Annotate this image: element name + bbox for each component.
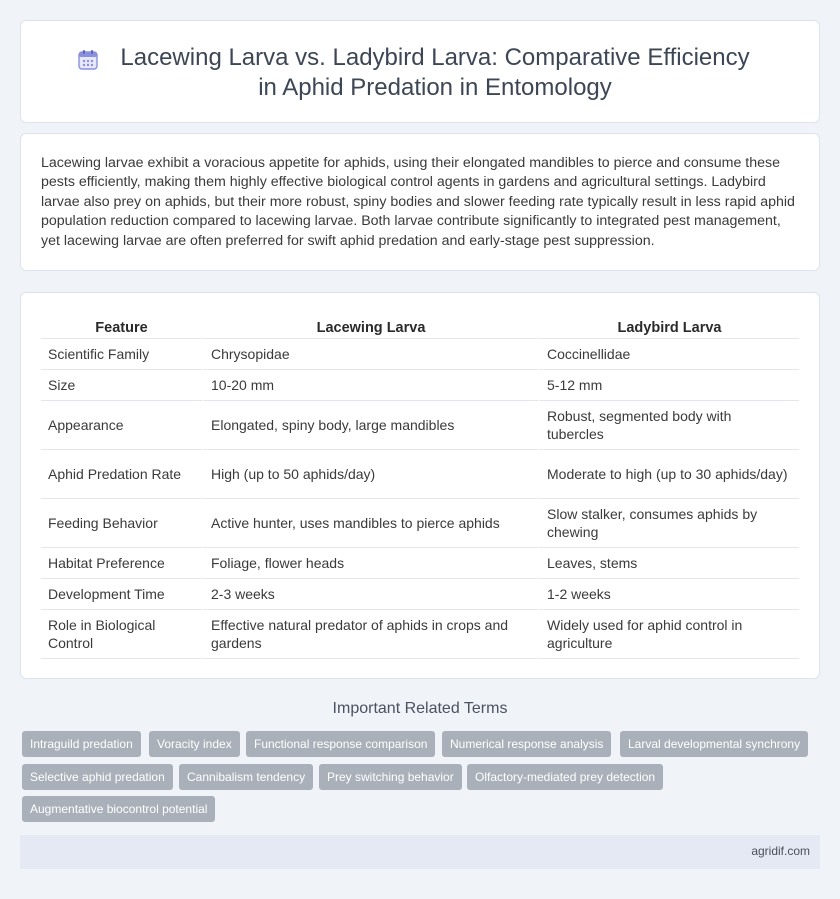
ladybird-cell: Slow stalker, consumes aphids by chewing — [538, 499, 799, 548]
ladybird-cell: Coccinellidae — [538, 339, 799, 370]
table-row — [41, 370, 799, 401]
intro-card — [20, 133, 820, 271]
page-title: Lacewing Larva vs. Ladybird Larva: Comparative Efficiency in Aphid Predation in Entomology — [120, 44, 750, 101]
feature-cell: Development Time — [41, 579, 202, 610]
lacewing-cell: Elongated, spiny body, large mandibles — [202, 401, 538, 450]
table-row — [41, 499, 799, 548]
lacewing-cell: High (up to 50 aphids/day) — [202, 450, 538, 499]
table-row — [41, 579, 799, 610]
term-tag[interactable]: Functional response comparison — [246, 731, 435, 757]
feature-cell: Scientific Family — [41, 339, 202, 370]
term-tag[interactable]: Olfactory-mediated prey detection — [467, 764, 663, 790]
intro-paragraph: Lacewing larvae exhibit a voracious appetite for aphids, using their elongated mandibles to pierce and consume these pests efficiently, making them highly effective biological control agents in gardens and agricultural settings. Ladybird larvae also prey on aphids, but their more robust, spiny bodies and slower feeding rate typically result in less rapid aphid population reduction compared to lacewing larvae. Both larvae contribute significantly to integrated pest management, yet lacewing larvae are often preferred for swift aphid predation and early-stage pest suppression. — [41, 155, 795, 249]
ladybird-cell: 5-12 mm — [538, 370, 799, 401]
footer-site[interactable]: agridif.com — [751, 844, 810, 858]
term-tag[interactable]: Cannibalism tendency — [179, 764, 313, 790]
feature-cell: Habitat Preference — [41, 548, 202, 579]
lacewing-cell: Chrysopidae — [202, 339, 538, 370]
title-card — [20, 20, 820, 123]
ladybird-cell: Widely used for aphid control in agriculture — [538, 610, 799, 659]
header-ladybird: Ladybird Larva — [538, 313, 799, 339]
comparison-table — [41, 313, 799, 659]
comparison-card — [20, 292, 820, 679]
table-row — [41, 401, 799, 450]
footer — [20, 835, 820, 869]
term-tag[interactable]: Selective aphid predation — [22, 764, 173, 790]
lacewing-cell: Active hunter, uses mandibles to pierce aphids — [202, 499, 538, 548]
term-tag[interactable]: Larval developmental synchrony — [620, 731, 808, 757]
header-feature: Feature — [41, 313, 202, 339]
feature-cell: Appearance — [41, 401, 202, 450]
related-terms-heading: Important Related Terms — [332, 700, 508, 717]
lacewing-cell: Foliage, flower heads — [202, 548, 538, 579]
term-tag[interactable]: Numerical response analysis — [442, 731, 611, 757]
term-tag[interactable]: Prey switching behavior — [319, 764, 462, 790]
feature-cell: Aphid Predation Rate — [41, 450, 202, 499]
term-tag[interactable]: Augmentative biocontrol potential — [22, 796, 215, 822]
table-header-row — [41, 313, 799, 339]
table-row — [41, 548, 799, 579]
feature-cell: Role in Biological Control — [41, 610, 202, 659]
header-lacewing: Lacewing Larva — [202, 313, 538, 339]
lacewing-cell: Effective natural predator of aphids in crops and gardens — [202, 610, 538, 659]
feature-cell: Feeding Behavior — [41, 499, 202, 548]
ladybird-cell: 1-2 weeks — [538, 579, 799, 610]
table-row — [41, 339, 799, 370]
feature-cell: Size — [41, 370, 202, 401]
term-tag[interactable]: Intraguild predation — [22, 731, 141, 757]
lacewing-cell: 2-3 weeks — [202, 579, 538, 610]
calendar-icon — [77, 49, 99, 71]
ladybird-cell: Robust, segmented body with tubercles — [538, 401, 799, 450]
lacewing-cell: 10-20 mm — [202, 370, 538, 401]
table-row — [41, 450, 799, 499]
ladybird-cell: Leaves, stems — [538, 548, 799, 579]
ladybird-cell: Moderate to high (up to 30 aphids/day) — [538, 450, 799, 499]
table-row — [41, 610, 799, 659]
term-tag[interactable]: Voracity index — [149, 731, 240, 757]
